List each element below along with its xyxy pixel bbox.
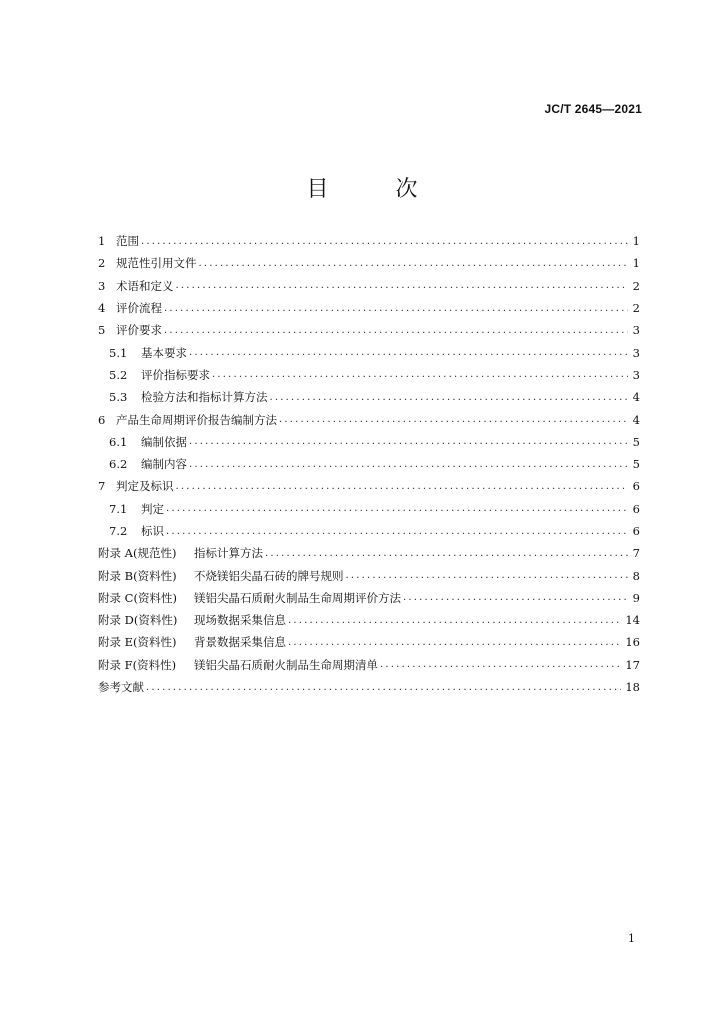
toc-dot-leader <box>380 659 621 670</box>
toc-entry-number: 附录 C(资料性) <box>98 590 177 605</box>
toc-entry[interactable] <box>98 431 640 453</box>
toc-entry-number: 7 <box>98 479 106 494</box>
toc-entry-number: 2 <box>98 256 106 271</box>
toc-dot-leader <box>288 637 621 648</box>
toc-entry-page: 8 <box>632 568 640 583</box>
toc-dot-leader <box>164 303 628 314</box>
toc-entry-number: 6 <box>98 412 106 427</box>
toc-dot-leader <box>288 615 621 626</box>
toc-entry-page: 4 <box>632 412 640 427</box>
toc-entry-page: 3 <box>632 345 640 360</box>
toc-entry-label: 不烧镁铝尖晶石砖的牌号规则 <box>194 568 344 583</box>
toc-entry-label: 编制内容 <box>141 457 187 472</box>
toc-entry-page: 2 <box>632 301 640 316</box>
toc-dot-leader <box>164 325 628 336</box>
toc-entry-number: 6.1 <box>109 434 128 449</box>
toc-dot-leader <box>212 369 628 380</box>
page-number: 1 <box>628 932 635 945</box>
toc-entry-label: 镁铝尖晶石质耐火制品生命周期评价方法 <box>194 590 401 605</box>
toc-dot-leader <box>346 570 629 581</box>
toc-entry-page: 5 <box>632 457 640 472</box>
toc-entry-label: 背景数据采集信息 <box>194 635 286 650</box>
toc-entry[interactable] <box>98 676 640 698</box>
toc-entry-page: 6 <box>632 524 640 538</box>
toc-entry-label: 参考文献 <box>98 680 144 695</box>
toc-entry[interactable] <box>98 408 640 430</box>
toc-dot-leader <box>166 503 628 514</box>
toc-entry-label: 评价流程 <box>116 301 162 316</box>
toc-entry[interactable] <box>98 453 640 475</box>
toc-entry[interactable] <box>98 631 640 653</box>
toc-entry-number: 3 <box>98 278 106 293</box>
toc-dot-leader <box>166 526 628 537</box>
toc-entry-page: 17 <box>625 657 640 672</box>
toc-entry-label: 评价要求 <box>116 323 162 338</box>
toc-entry-page: 3 <box>632 367 640 382</box>
toc-entry-page: 16 <box>625 635 640 650</box>
toc-entry[interactable] <box>98 386 640 408</box>
toc-entry[interactable] <box>98 564 640 586</box>
toc-entry[interactable] <box>98 364 640 386</box>
toc-entry[interactable] <box>98 520 640 542</box>
toc-dot-leader <box>176 280 629 291</box>
toc-entry[interactable] <box>98 230 640 252</box>
toc-entry-number: 附录 F(资料性) <box>98 657 177 672</box>
toc-entry[interactable] <box>98 475 640 497</box>
toc-dot-leader <box>146 682 621 693</box>
toc-entry-page: 6 <box>632 479 640 494</box>
toc-entry-label: 评价指标要求 <box>141 367 210 382</box>
toc-entry[interactable] <box>98 252 640 274</box>
toc-entry-number: 4 <box>98 301 106 316</box>
toc-entry-page: 3 <box>632 323 640 338</box>
toc-entry-label: 编制依据 <box>141 434 187 449</box>
toc-dot-leader <box>279 414 628 425</box>
toc-dot-leader <box>189 436 628 447</box>
toc-entry-number: 6.2 <box>109 457 128 472</box>
toc-dot-leader <box>403 592 628 603</box>
toc-entry-number: 附录 E(资料性) <box>98 635 177 650</box>
toc-entry-number: 5 <box>98 323 106 338</box>
toc-entry-page: 1 <box>632 256 640 271</box>
toc-dot-leader <box>199 258 629 269</box>
toc-dot-leader <box>189 347 628 358</box>
toc-entry-label: 判定及标识 <box>116 479 174 494</box>
toc-entry-page: 1 <box>632 234 640 249</box>
toc-entry-label: 基本要求 <box>141 345 187 360</box>
toc-entry-number: 5.2 <box>109 367 128 382</box>
toc-entry[interactable] <box>98 319 640 341</box>
toc-entry-label: 范围 <box>116 234 139 249</box>
toc-entry[interactable] <box>98 654 640 676</box>
toc-entry[interactable] <box>98 609 640 631</box>
toc-entry-page: 14 <box>625 613 640 628</box>
toc-entry-number: 附录 B(资料性) <box>98 568 177 583</box>
toc-dot-leader <box>141 236 628 247</box>
toc-entry-number: 5.3 <box>109 390 128 405</box>
toc-entry[interactable] <box>98 297 640 319</box>
toc-entry-label: 指标计算方法 <box>194 546 263 561</box>
toc-entry[interactable] <box>98 498 640 520</box>
table-of-contents <box>98 230 640 698</box>
toc-entry-number: 7.2 <box>109 524 128 538</box>
toc-dot-leader <box>176 481 629 492</box>
toc-entry-page: 4 <box>632 390 640 405</box>
toc-entry-number: 1 <box>98 234 106 249</box>
standard-code: JC/T 2645—2021 <box>544 102 642 116</box>
toc-entry-label: 镁铝尖晶石质耐火制品生命周期清单 <box>194 657 378 672</box>
toc-entry-page: 5 <box>632 434 640 449</box>
toc-entry[interactable] <box>98 587 640 609</box>
toc-entry-page: 7 <box>632 546 640 561</box>
toc-entry-page: 9 <box>632 590 640 605</box>
toc-entry-label: 产品生命周期评价报告编制方法 <box>116 412 277 427</box>
toc-dot-leader <box>265 548 628 559</box>
toc-entry-page: 6 <box>632 501 640 516</box>
toc-entry[interactable] <box>98 341 640 363</box>
toc-entry-label: 术语和定义 <box>116 278 174 293</box>
toc-entry-number: 附录 A(规范性) <box>98 546 177 561</box>
toc-entry-label: 规范性引用文件 <box>116 256 197 271</box>
toc-entry-page: 2 <box>632 278 640 293</box>
toc-entry-label: 现场数据采集信息 <box>194 613 286 628</box>
toc-entry[interactable] <box>98 542 640 564</box>
toc-entry-label: 标识 <box>141 524 164 538</box>
toc-entry-number: 7.1 <box>109 501 128 516</box>
toc-dot-leader <box>270 392 629 403</box>
toc-entry[interactable] <box>98 275 640 297</box>
toc-dot-leader <box>189 459 628 470</box>
toc-entry-number: 5.1 <box>109 345 128 360</box>
toc-entry-label: 判定 <box>141 501 164 516</box>
toc-title: 目 次 <box>306 177 448 202</box>
toc-entry-number: 附录 D(资料性) <box>98 613 178 628</box>
toc-entry-page: 18 <box>625 680 640 695</box>
toc-entry-label: 检验方法和指标计算方法 <box>141 390 268 405</box>
